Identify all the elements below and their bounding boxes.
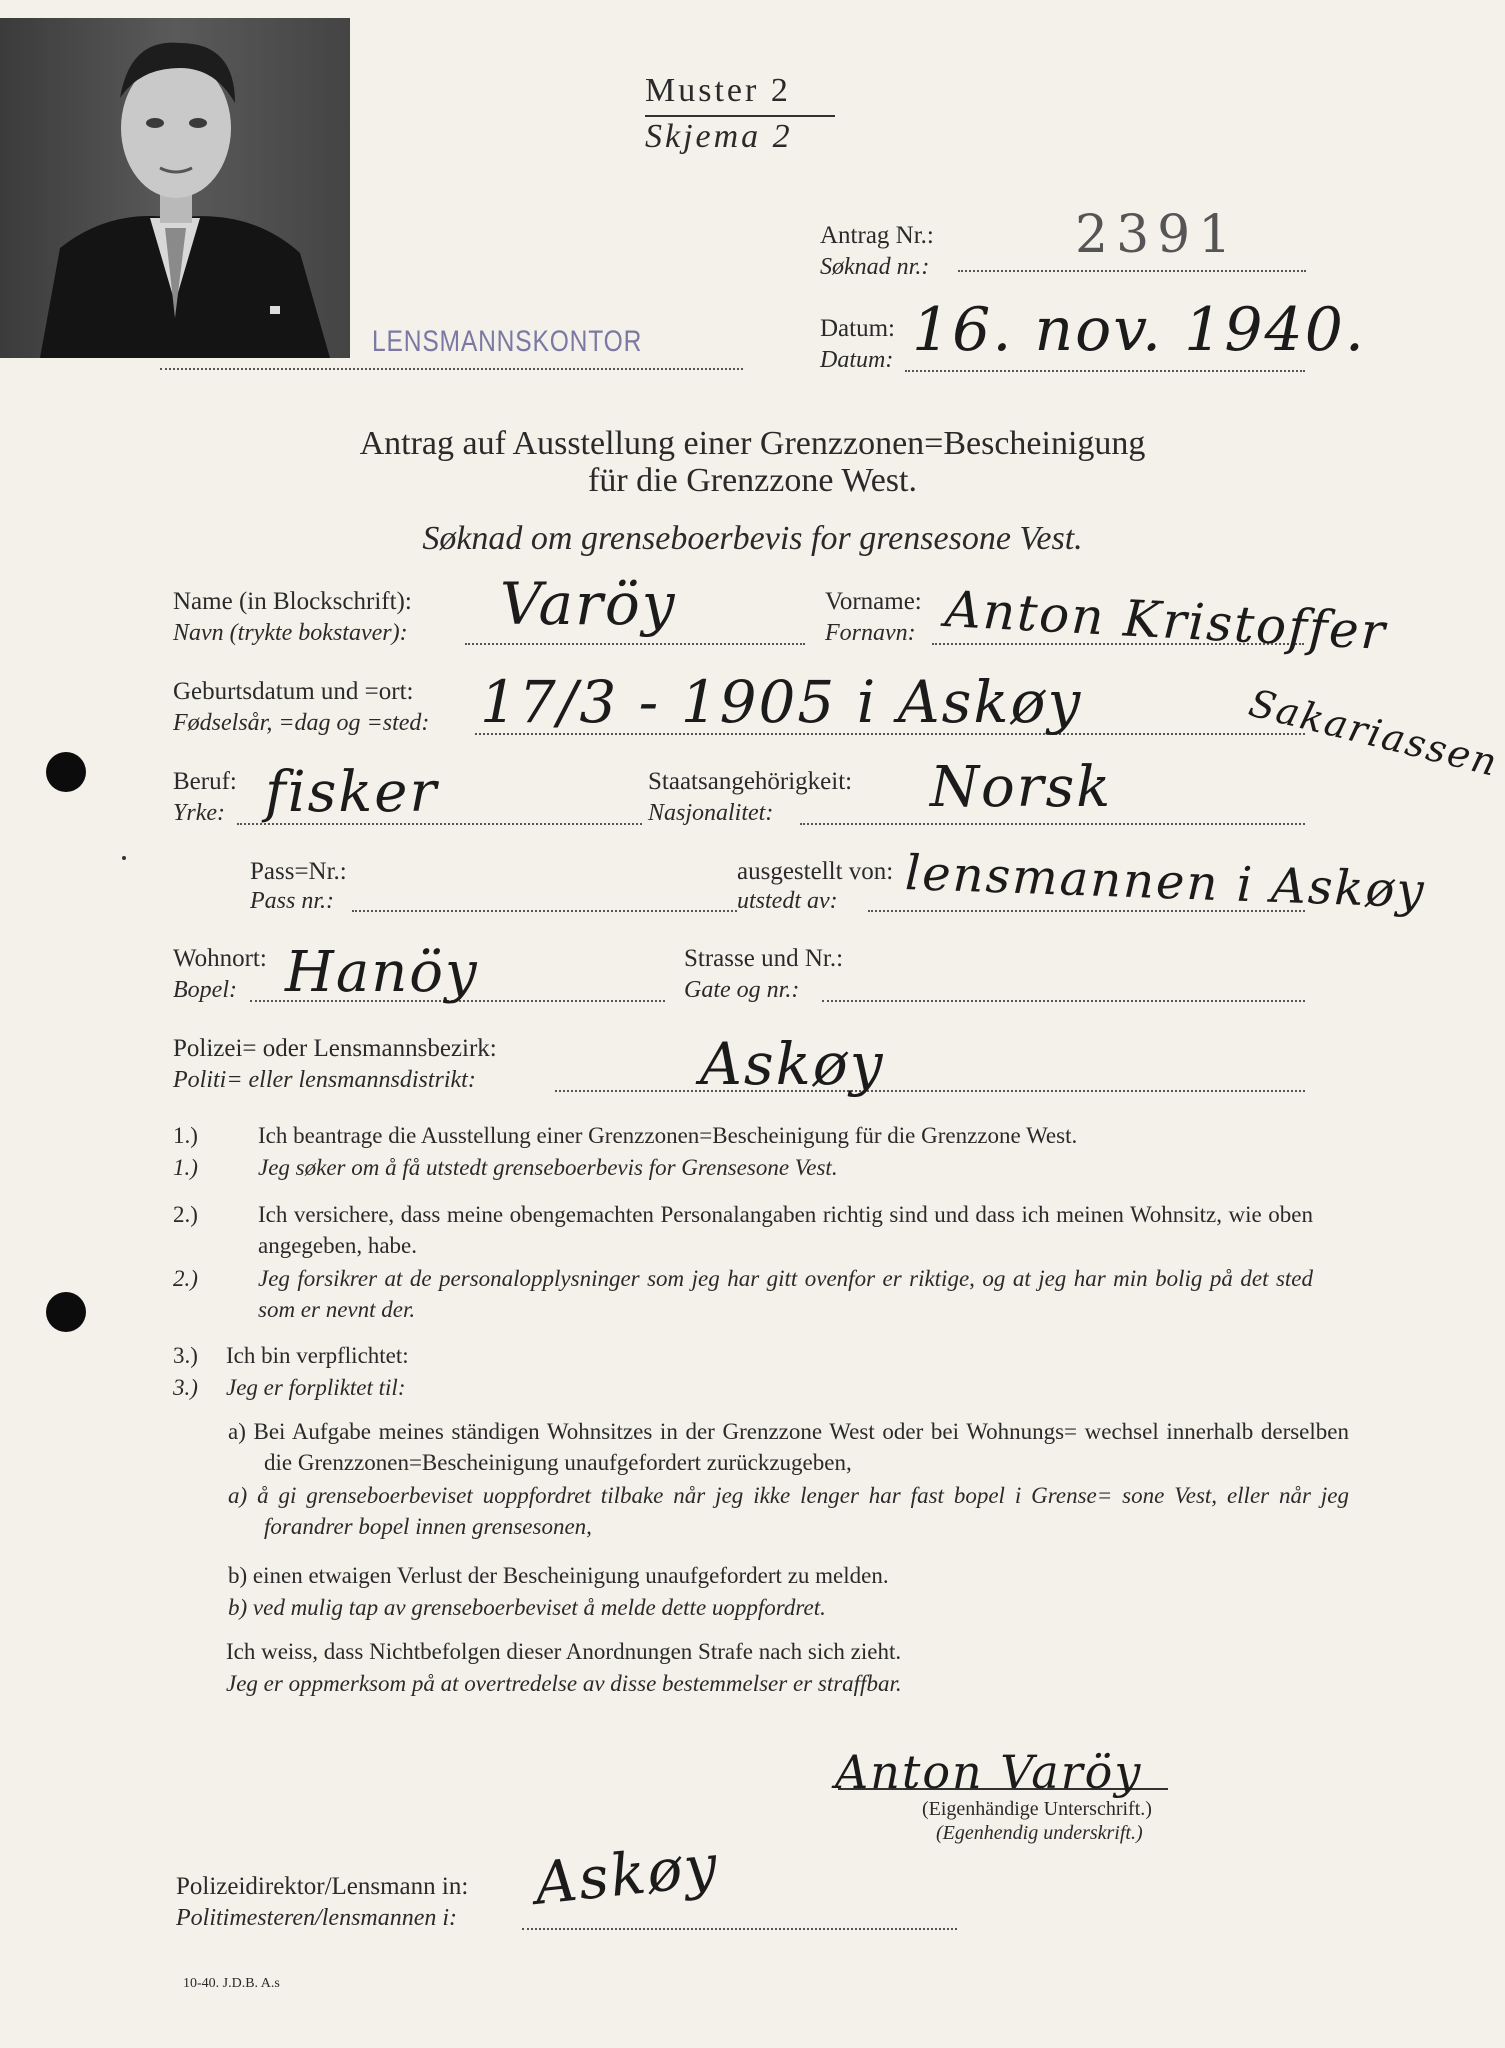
staat-value: Norsk [930,755,1113,820]
antrag-field[interactable] [958,270,1306,272]
form-number-no: Skjema 2 [645,118,793,155]
clause-2-number-de: 2.) [173,1202,198,1227]
warning-text-no: Jeg er oppmerksom på at overtredelse av disse bestemmelser er straffbar. [226,1671,902,1696]
vorname-label-no: Fornavn: [825,620,916,646]
title-no: Søknad om grenseboerbevis for grensesone Vest. [422,520,1083,557]
clause-1-text-no: Jeg søker om å få utstedt grenseboerbevis for Grensesone Vest. [258,1155,838,1180]
clause-2-number-no: 2.) [173,1266,198,1291]
police-label-no: Politimesteren/lensmannen i: [176,1905,458,1931]
bezirk-label-de: Polizei= oder Lensmannsbezirk: [173,1035,497,1062]
name-field[interactable] [465,643,805,645]
staat-field[interactable] [800,823,1305,825]
title-de-line1: Antrag auf Ausstellung einer Grenzzonen=Bescheinigung [359,425,1146,462]
clause-3b-text-no: b) ved mulig tap av grenseboerbeviset å melde dette uoppfordret. [228,1595,826,1620]
punch-hole-top [46,752,86,792]
vorname-extra-value: Sakariassen [1244,680,1504,786]
strasse-label-de: Strasse und Nr.: [684,945,844,972]
clause-3-text-de: Ich bin verpflichtet: [226,1343,409,1368]
title-de-line2: für die Grenzzone West. [588,462,917,499]
birth-value: 17/3 - 1905 i Askøy [480,668,1083,736]
antrag-label-de: Antrag Nr.: [820,222,934,249]
clause-1-text-de: Ich beantrage die Ausstellung einer Grenzzonen=Bescheinigung für die Grenzzone West. [258,1123,1078,1148]
signature-label-de: (Eigenhändige Unterschrift.) [922,1798,1152,1820]
police-label-de: Polizeidirektor/Lensmann in: [176,1873,469,1900]
clause-3-number-no: 3.) [173,1375,198,1400]
clause-1-number-no: 1.) [173,1155,198,1180]
clause-3-number-de: 3.) [173,1343,198,1368]
warning-text-de: Ich weiss, dass Nichtbefolgen dieser Anordnungen Strafe nach sich zieht. [226,1639,902,1664]
bezirk-value: Askøy [700,1030,885,1098]
pass-label-de: Pass=Nr.: [250,858,347,885]
staat-label-no: Nasjonalitet: [648,800,774,826]
staat-label-de: Staatsangehörigkeit: [648,768,853,795]
police-field[interactable] [522,1928,957,1930]
beruf-label-no: Yrke: [173,800,225,826]
form-number-divider [645,115,835,117]
name-value: Varöy [500,570,677,638]
bezirk-field[interactable] [555,1090,1305,1092]
datum-value: 16. nov. 1940. [912,295,1366,365]
strasse-field[interactable] [822,1000,1305,1002]
antrag-number-value: 2391 [1075,205,1240,265]
punch-hole-bottom [46,1292,86,1332]
clause-2-text-no: Jeg forsikrer at de personalopplysninger som jeg har gitt ovenfor er riktige, og at jeg har min bolig på det sted som er nevnt der. [258,1266,1313,1322]
ausgestellt-label-de: ausgestellt von: [737,858,894,885]
portrait-photo [0,18,350,358]
ausgestellt-label-no: utstedt av: [737,888,838,914]
clause-3a-text-de: a) Bei Aufgabe meines ständigen Wohnsitzes in der Grenzzone West oder bei Wohnungs= wechsel innerhalb derselben die Grenzzonen=Bescheinigung unaufgefordert zurückzugeben, [228,1419,1349,1475]
wohnort-value: Hanöy [285,940,479,1005]
strasse-label-no: Gate og nr.: [684,977,800,1003]
clause-3-text-no: Jeg er forpliktet til: [226,1375,406,1400]
pass-field[interactable] [352,910,737,912]
name-label-de: Name (in Blockschrift): [173,588,412,615]
vorname-value: Anton Kristoffer [943,580,1389,662]
birth-label-no: Fødselsår, =dag og =sted: [173,710,430,736]
name-label-no: Navn (trykte bokstaver): [173,620,408,646]
form-number-de: Muster 2 [645,72,791,109]
signature-value: Anton Varöy [835,1745,1143,1799]
wohnort-label-de: Wohnort: [173,945,267,972]
birth-label-de: Geburtsdatum und =ort: [173,678,414,705]
pass-label-no: Pass nr.: [250,888,335,914]
beruf-value: fisker [265,760,439,825]
printer-code: 10-40. J.D.B. A.s [183,1976,280,1991]
datum-label-no: Datum: [820,347,894,373]
pencil-mark [122,856,126,860]
clause-1-number-de: 1.) [173,1123,198,1148]
clause-3b-text-de: b) einen etwaigen Verlust der Bescheinigung unaufgefordert zu melden. [228,1563,889,1588]
clause-3a-text-no: a) å gi grenseboerbeviset uoppfordret tilbake når jeg ikke lenger har fast bopel i Grense= sone Vest, eller når jeg forandrer bopel innen grensesonen, [228,1483,1349,1539]
beruf-label-de: Beruf: [173,768,237,795]
vorname-label-de: Vorname: [825,588,922,615]
office-stamp: LENSMANNSKONTOR [372,325,643,358]
bezirk-label-no: Politi= eller lensmannsdistrikt: [173,1067,476,1093]
datum-label-de: Datum: [820,315,895,342]
police-value: Askøy [531,1830,723,1918]
datum-field[interactable] [905,370,1305,372]
ausgestellt-value: lensmannen i Askøy [904,845,1427,920]
antrag-label-no: Søknad nr.: [820,254,930,280]
portrait-photo-image [0,18,350,358]
stamp-line [160,368,743,370]
wohnort-label-no: Bopel: [173,977,237,1003]
clause-2-text-de: Ich versichere, dass meine obengemachten Personalangaben richtig sind und dass ich meinen Wohnsitz, wie oben angegeben, habe. [258,1202,1313,1258]
signature-label-no: (Egenhendig underskrift.) [936,1822,1143,1844]
